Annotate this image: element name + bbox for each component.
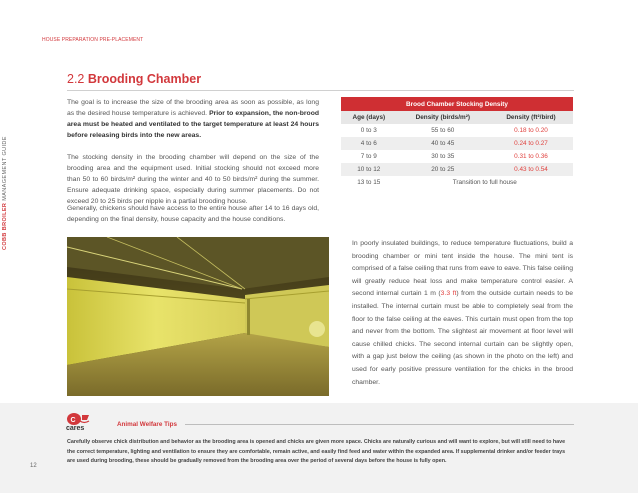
table-row [341,137,573,150]
paragraph-stocking-density: The stocking density in the brooding chamber will depend on the size of the brooding area and the equipment used. Initial stocking should not exceed more than 50 to 60 birds/m² during the winter and 40 to 50 birds/m² during the summer. Ensure adequate drinking space, especially during summer placements. Do not exceed 20 to 25 birds per nipple in a partial brooding house. [67,154,319,205]
section-title-text: Brooding Chamber [87,72,202,86]
title-divider [67,90,574,91]
section-number: 2.2 [67,72,85,86]
table-cell-age: 4 to 6 [341,137,397,150]
mini-tent-highlight: 3.3 ft [440,290,457,298]
stocking-density-table [341,97,573,189]
cobb-cares-logo [65,412,91,436]
table-cell-density-m2: 55 to 60 [431,127,455,134]
table-header-age: Age (days) [341,111,397,124]
table-row [341,163,573,176]
table-cell-density-m2: 20 to 25 [397,163,489,176]
tips-title: Animal Welfare Tips [117,421,177,428]
table-cell-age: 13 to 15 [357,179,381,186]
paragraph-expansion [67,97,319,141]
table-cell-density-ft2: 0.18 to 0.20 [514,127,548,134]
tips-text: Carefully observe chick distribution and behavior as the brooding area is opened and chicks are given more space. Chicks are naturally curious and will want to explore, but will still need to have the correct temperature, lighting and ventilation to ensure they are comfortable, remain active, and easily find feed and water within the expanded area. If supplemental drinker and/or feeder trays are used during brooding, these should be gradually removed from the brooding area over the period of several days before the house is fully open. [67,439,566,465]
side-label-rest: MANAGEMENT GUIDE [2,136,8,203]
tips-divider [185,424,574,425]
table-header-density-ft2: Density (ft²/bird) [489,111,573,124]
page-number: 12 [30,463,37,469]
mini-tent-text-part1: In poorly insulated buildings, to reduce temperature fluctuations, build a brooding chamber or mini tent inside the house. The mini tent is comprised of a false ceiling that runs from eave to eave. This false ceiling will greatly reduce heat loss and make temperature control easier. A second internal curtain 1 m ( [352,240,573,298]
table-header-density-m2: Density (birds/m²) [397,111,489,124]
table-cell-transition-note: Transition to full house [452,179,517,186]
table-cell-density-m2: 40 to 45 [397,137,489,150]
table-cell-density-ft2: 0.31 to 0.36 [514,153,548,160]
table-cell-density-m2: 30 to 35 [431,153,455,160]
logo-text: cares [66,425,85,432]
table-cell-density-ft2: 0.43 to 0.54 [489,163,573,176]
table-caption: Brood Chamber Stocking Density [341,97,573,111]
table-cell-age: 7 to 9 [360,153,377,160]
paragraph-expansion-bold: Prior to expansion, the non-brood area must be heated and ventilated to the target temperature at least 24 hours before releasing birds into the new areas. [67,110,319,139]
table-cell-age: 10 to 12 [341,163,397,176]
side-label-brand: COBB BROILER [2,202,8,250]
svg-text:C: C [70,417,76,424]
paragraph-expansion-plain: The goal is to increase the size of the brooding area as soon as possible, as long as the desired house temperature is achieved. [67,99,319,117]
side-label [2,136,10,250]
brooding-chamber-photo [67,237,329,396]
table-row [341,150,573,163]
table-row [341,124,573,137]
table-cell-age: 0 to 3 [360,127,377,134]
mini-tent-description [352,238,573,389]
table-cell-density-ft2: 0.24 to 0.27 [489,137,573,150]
mini-tent-text-part2: ) from the outside curtain needs to be installed. The internal curtain must be able to completely seal from the floor to the false ceiling at the eaves. This curtain must open from the top and never from the bottom. The slightest air movement at floor level will cause chilled chicks. The second internal curtain can be slightly open, with a gap just below the ceiling (as shown in the photo on the left) and used for early positive pressure ventilation for the chicks in the brood chamber. [352,290,573,386]
section-title [67,72,201,86]
table-row [341,176,573,189]
section-header: HOUSE PREPARATION PRE-PLACEMENT [42,37,144,43]
paragraph-access: Generally, chickens should have access to the entire house after 14 to 16 days old, depending on the final density, house capacity and the house conditions. [67,205,319,223]
